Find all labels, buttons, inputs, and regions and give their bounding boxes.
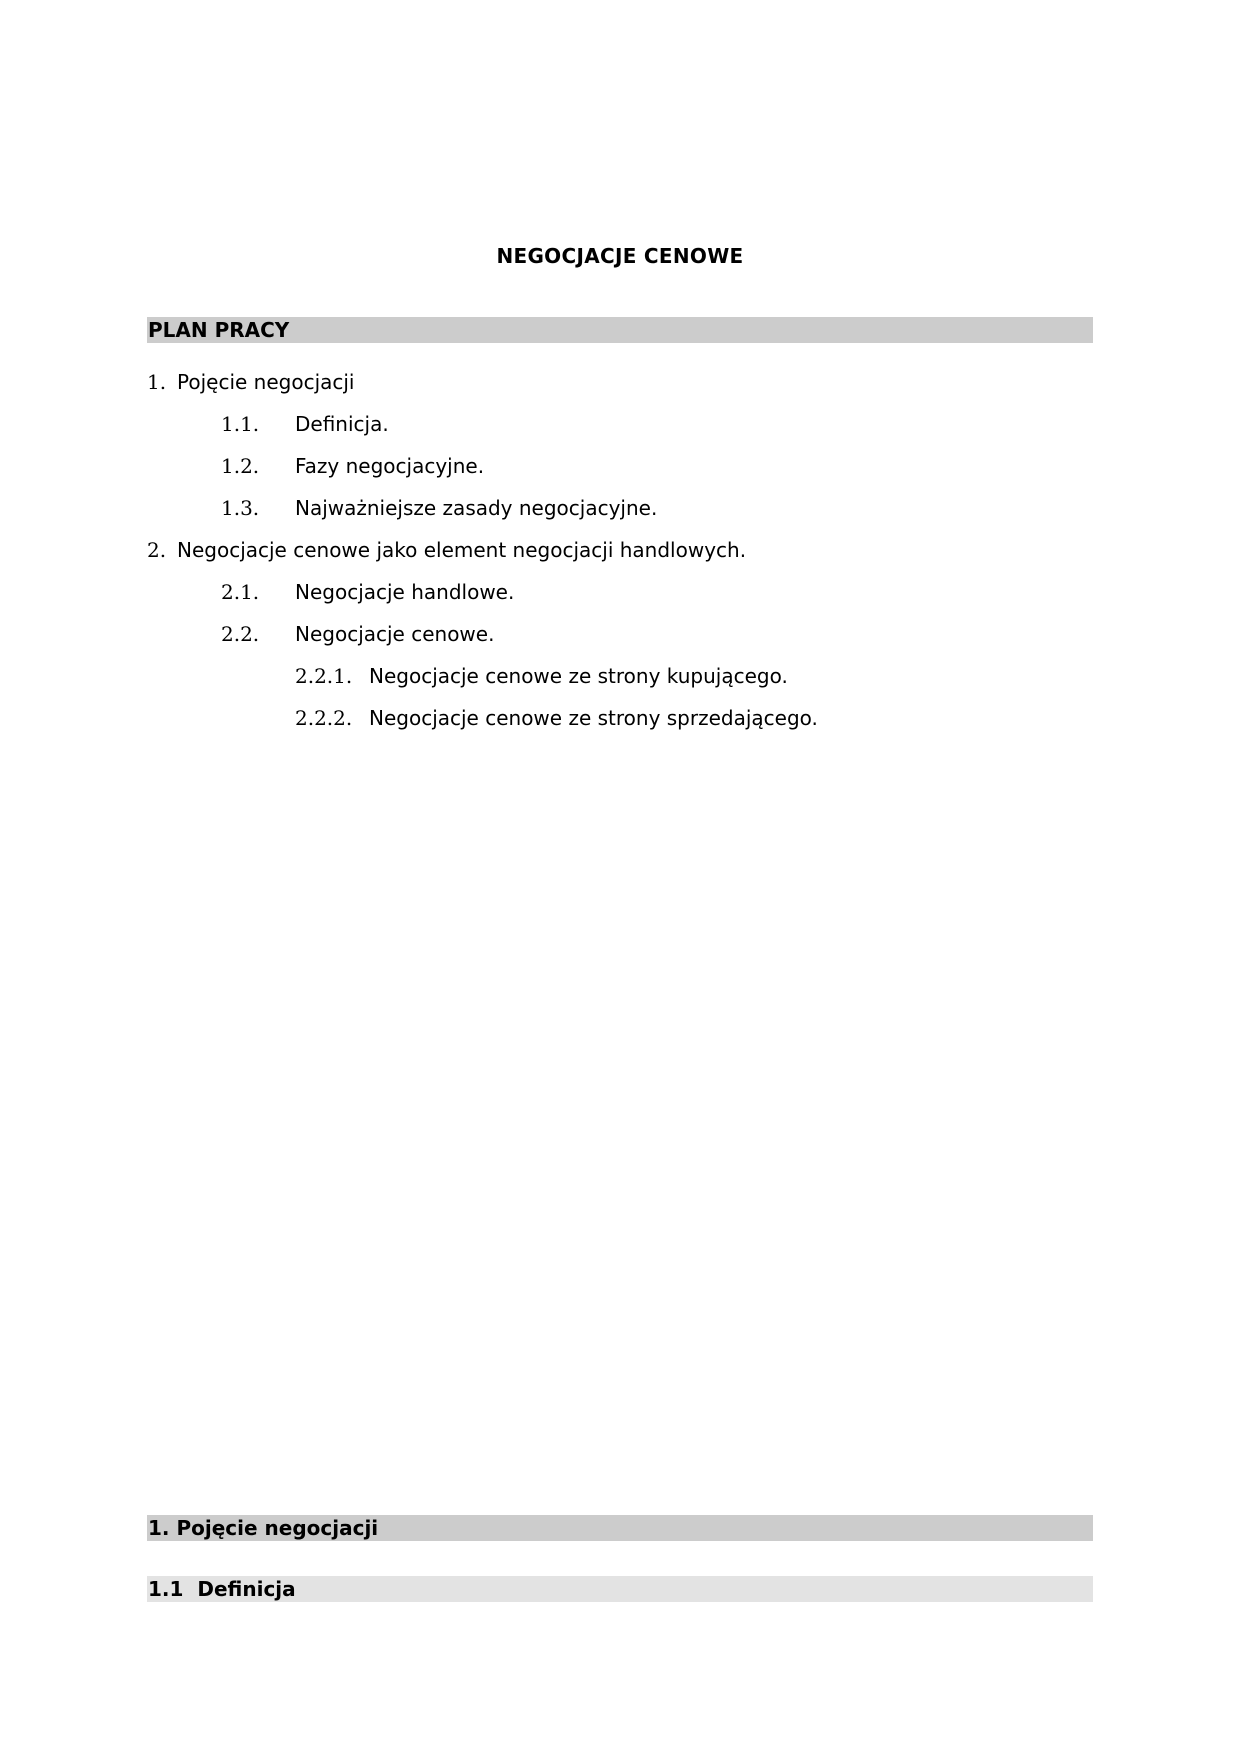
toc-item-number: 2.2.2. xyxy=(295,706,353,730)
toc-item-text: Najważniejsze zasady negocjacyjne. xyxy=(295,496,658,520)
toc-item-text: Negocjacje cenowe jako element negocjacji handlowych. xyxy=(177,538,747,562)
toc-item-2-2-1 xyxy=(295,663,1055,689)
toc-item-text: Definicja. xyxy=(295,412,389,436)
document-title: NEGOCJACJE CENOWE xyxy=(496,244,744,268)
toc-item-1-2 xyxy=(221,453,1041,479)
toc-item-number: 2. xyxy=(147,538,167,562)
toc-item-text: Negocjacje cenowe. xyxy=(295,622,495,646)
toc-item-number: 2.2.1. xyxy=(295,664,353,688)
toc-item-text: Negocjacje cenowe ze strony kupującego. xyxy=(369,664,788,688)
toc-item-2 xyxy=(147,537,1047,563)
toc-item-2-2-2 xyxy=(295,705,1055,731)
toc-item-text: Pojęcie negocjacji xyxy=(177,370,355,394)
toc-item-number: 1.1. xyxy=(221,412,260,436)
toc-item-number: 1. xyxy=(147,370,167,394)
toc-item-2-2 xyxy=(221,621,1041,647)
toc-item-number: 2.1. xyxy=(221,580,260,604)
toc-item-text: Negocjacje handlowe. xyxy=(295,580,515,604)
toc-item-2-1 xyxy=(221,579,1041,605)
plan-heading: PLAN PRACY xyxy=(147,317,1093,343)
toc-item-number: 2.2. xyxy=(221,622,260,646)
toc-item-1-3 xyxy=(221,495,1041,521)
toc-item-1-1 xyxy=(221,411,1041,437)
section-1-heading: 1. Pojęcie negocjacji xyxy=(147,1515,1093,1541)
section-1-1-heading: 1.1 Definicja xyxy=(147,1576,1093,1602)
toc-item-text: Fazy negocjacyjne. xyxy=(295,454,485,478)
toc-item-text: Negocjacje cenowe ze strony sprzedającego. xyxy=(369,706,818,730)
toc-item-number: 1.2. xyxy=(221,454,260,478)
toc-item-1 xyxy=(147,369,1047,395)
toc-item-number: 1.3. xyxy=(221,496,260,520)
